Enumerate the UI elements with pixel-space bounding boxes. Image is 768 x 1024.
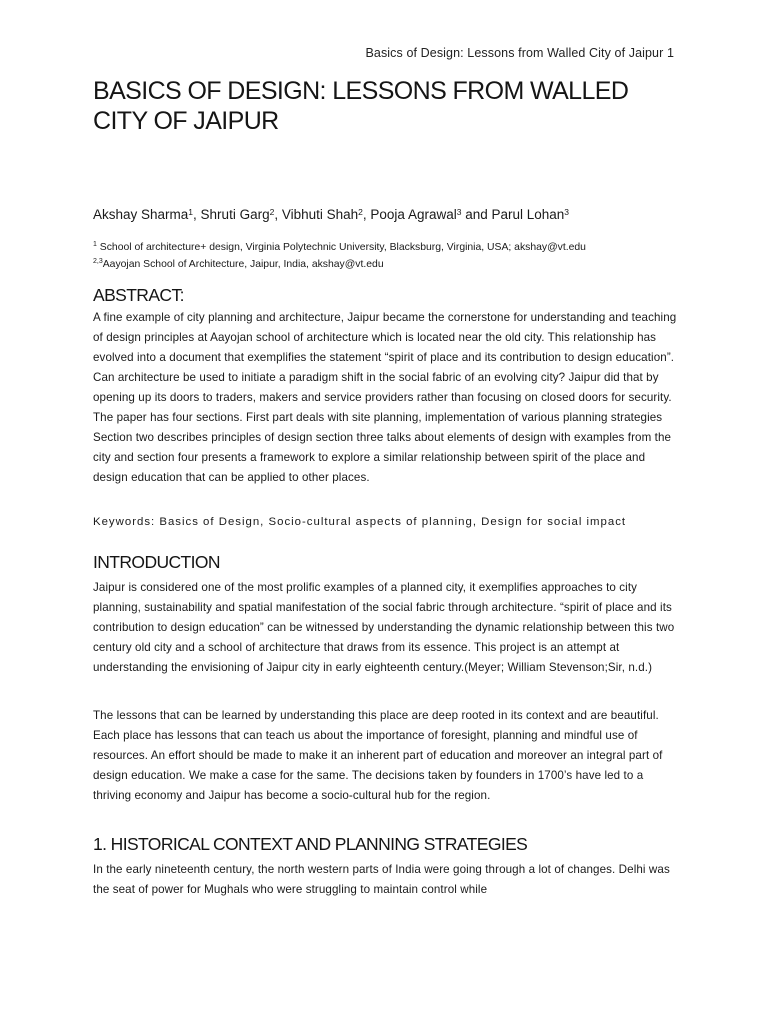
section-heading: 1. HISTORICAL CONTEXT AND PLANNING STRATEGIES xyxy=(93,834,528,854)
author: Akshay Sharma$^1$, xyxy=(93,207,201,222)
paper-title: BASICS OF DESIGN: LESSONS FROM WALLED CITY OF JAIPUR xyxy=(93,77,629,135)
affiliations xyxy=(93,238,693,271)
abstract-heading: ABSTRACT: xyxy=(93,285,184,305)
author: Parul Lohan$^3$ xyxy=(491,207,570,222)
author: Vibhuti Shah$^2$, xyxy=(281,207,371,222)
affiliation: $^{2,3}$Aayojan School of Architecture, Jaipur, India, akshay@vt.edu xyxy=(93,257,384,270)
author-list xyxy=(93,207,693,222)
running-header: Basics of Design: Lessons from Walled City of Jaipur 1 xyxy=(365,46,674,60)
author: Shruti Garg$^2$, xyxy=(200,207,282,222)
author: Pooja Agrawal$^3$ and xyxy=(370,207,492,222)
section-text: In the early nineteenth century, the north western parts of India were going through a lot of changes. Delhi was the seat of power for Mughals who were struggling to maintain control while xyxy=(93,863,670,896)
abstract-text: A fine example of city planning and architecture, Jaipur became the cornerstone for understanding and teaching of design principles at Aayojan school of architecture which is located near the old city. This relationship has evolved into a document that exemplifies the statement “spirit of place and its contribution to design education”. Can architecture be used to initiate a paradigm shift in the social fabric of an evolving city? Jaipur did that by opening up its doors to traders, makers and service providers rather than focusing on closed doors for security. The paper has four sections. First part deals with site planning, implementation of various planning strategies Section two describes principles of design section three talks about elements of design with examples from the city and section four presents a framework to explore a similar relationship between spirit of the place and design education that can be applied to other places. xyxy=(93,311,677,484)
introduction-paragraph: The lessons that can be learned by understanding this place are deep rooted in its context and are beautiful. Each place has lessons that can teach us about the importance of foresight, planning and mindful use of resources. An effort should be made to make it an inherent part of education and moreover an integral part of design education. We make a case for the same. The decisions taken by founders in 1700’s have led to a thriving economy and Jaipur has become a socio-cultural hub for the region. xyxy=(93,709,663,802)
introduction-paragraph: Jaipur is considered one of the most prolific examples of a planned city, it exemplifies approaches to city planning, sustainability and spatial manifestation of the social fabric through architecture. “spirit of place and its contribution to design education” can be witnessed by understanding the dynamic relationship between this two century old city and a school of architecture that draws from its essence. This project is an attempt at understanding the envisioning of Jaipur city in early eighteenth century.(Meyer; William Stevenson;Sir, n.d.) xyxy=(93,581,675,674)
keywords: Keywords: Basics of Design, Socio-cultural aspects of planning, Design for social impact xyxy=(93,516,627,528)
affiliation: $^1$ School of architecture+ design, Virginia Polytechnic University, Blacksburg, Virginia, USA; akshay@vt.edu xyxy=(93,241,586,253)
introduction-heading: INTRODUCTION xyxy=(93,552,220,572)
